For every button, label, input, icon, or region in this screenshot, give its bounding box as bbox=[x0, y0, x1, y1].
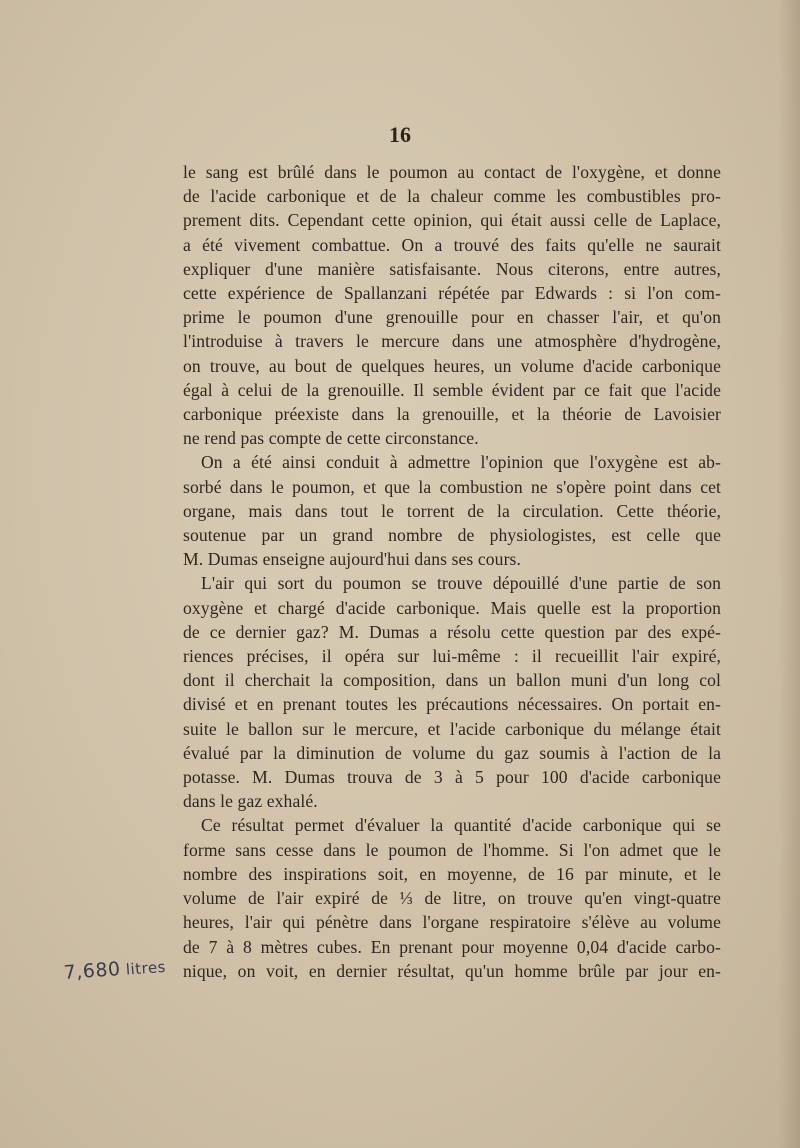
text-line: M. Dumas enseigne aujourd'hui dans ses cours. bbox=[183, 549, 521, 570]
text-line: riences précises, il opéra sur lui-même : il recueillit l'air expiré, bbox=[183, 646, 721, 667]
text-line: potasse. M. Dumas trouva de 3 à 5 pour 100 d'acide carbonique bbox=[183, 767, 721, 788]
text-line: volume de l'air expiré de ⅓ de litre, on trouve qu'en vingt-quatre bbox=[183, 888, 721, 909]
text-line: a été vivement combattue. On a trouvé des faits qu'elle ne saurait bbox=[183, 234, 721, 255]
handwritten-margin-note bbox=[63, 955, 167, 984]
text-line: Ce résultat permet d'évaluer la quantité d'acide carbonique qui se bbox=[201, 815, 721, 836]
margin-note-unit: litres bbox=[125, 957, 167, 979]
page-number: 16 bbox=[389, 122, 411, 147]
text-line: de 7 à 8 mètres cubes. En prenant pour moyenne 0,04 d'acide carbo- bbox=[183, 936, 721, 957]
text-line: forme sans cesse dans le poumon de l'homme. Si l'on admet que le bbox=[183, 839, 721, 860]
text-line: de l'acide carbonique et de la chaleur comme les combustibles pro- bbox=[183, 186, 721, 207]
margin-note-number: 7,680 bbox=[63, 958, 122, 984]
text-line: oxygène et chargé d'acide carbonique. Mais quelle est la proportion bbox=[183, 597, 721, 618]
text-line: L'air qui sort du poumon se trouve dépouillé d'une partie de son bbox=[201, 573, 721, 594]
text-line: heures, l'air qui pénètre dans l'organe respiratoire s'élève au volume bbox=[183, 912, 721, 933]
text-line: l'introduise à travers le mercure dans une atmosphère d'hydrogène, bbox=[183, 331, 721, 352]
text-line: suite le ballon sur le mercure, et l'acide carbonique du mélange était bbox=[183, 718, 721, 739]
text-line: ne rend pas compte de cette circonstance. bbox=[183, 428, 479, 449]
text-line: nombre des inspirations soit, en moyenne, de 16 par minute, et le bbox=[183, 863, 721, 884]
text-line: soutenue par un grand nombre de physiologistes, est celle que bbox=[183, 525, 721, 546]
text-line: divisé et en prenant toutes les précautions nécessaires. On portait en- bbox=[183, 694, 721, 715]
text-line: On a été ainsi conduit à admettre l'opinion que l'oxygène est ab- bbox=[201, 452, 721, 473]
text-line: nique, on voit, en dernier résultat, qu'un homme brûle par jour en- bbox=[183, 960, 721, 981]
text-line: le sang est brûlé dans le poumon au contact de l'oxygène, et donne bbox=[183, 162, 721, 182]
text-line: cette expérience de Spallanzani répétée par Edwards : si l'on com- bbox=[183, 283, 721, 304]
text-line: on trouve, au bout de quelques heures, un volume d'acide carbonique bbox=[183, 355, 721, 376]
text-line: égal à celui de la grenouille. Il semble évident par ce fait que l'acide bbox=[183, 379, 721, 400]
text-line: dans le gaz exhalé. bbox=[183, 791, 318, 812]
text-line: évalué par la diminution de volume du gaz soumis à l'action de la bbox=[183, 742, 721, 763]
text-line: dont il cherchait la composition, dans un ballon muni d'un long col bbox=[183, 670, 721, 691]
text-line: prement dits. Cependant cette opinion, qui était aussi celle de Laplace, bbox=[183, 210, 721, 231]
text-line: sorbé dans le poumon, et que la combustion ne s'opère point dans cet bbox=[183, 476, 721, 497]
text-line: prime le poumon d'une grenouille pour en chasser l'air, et qu'on bbox=[183, 307, 721, 328]
page-edge-shadow bbox=[778, 0, 800, 1148]
text-line: carbonique préexiste dans la grenouille, et la théorie de Lavoisier bbox=[183, 404, 721, 425]
body-text bbox=[183, 160, 721, 983]
text-line: organe, mais dans tout le torrent de la circulation. Cette théorie, bbox=[183, 500, 721, 521]
text-line: de ce dernier gaz? M. Dumas a résolu cette question par des expé- bbox=[183, 621, 721, 642]
text-line: expliquer d'une manière satisfaisante. Nous citerons, entre autres, bbox=[183, 258, 721, 279]
